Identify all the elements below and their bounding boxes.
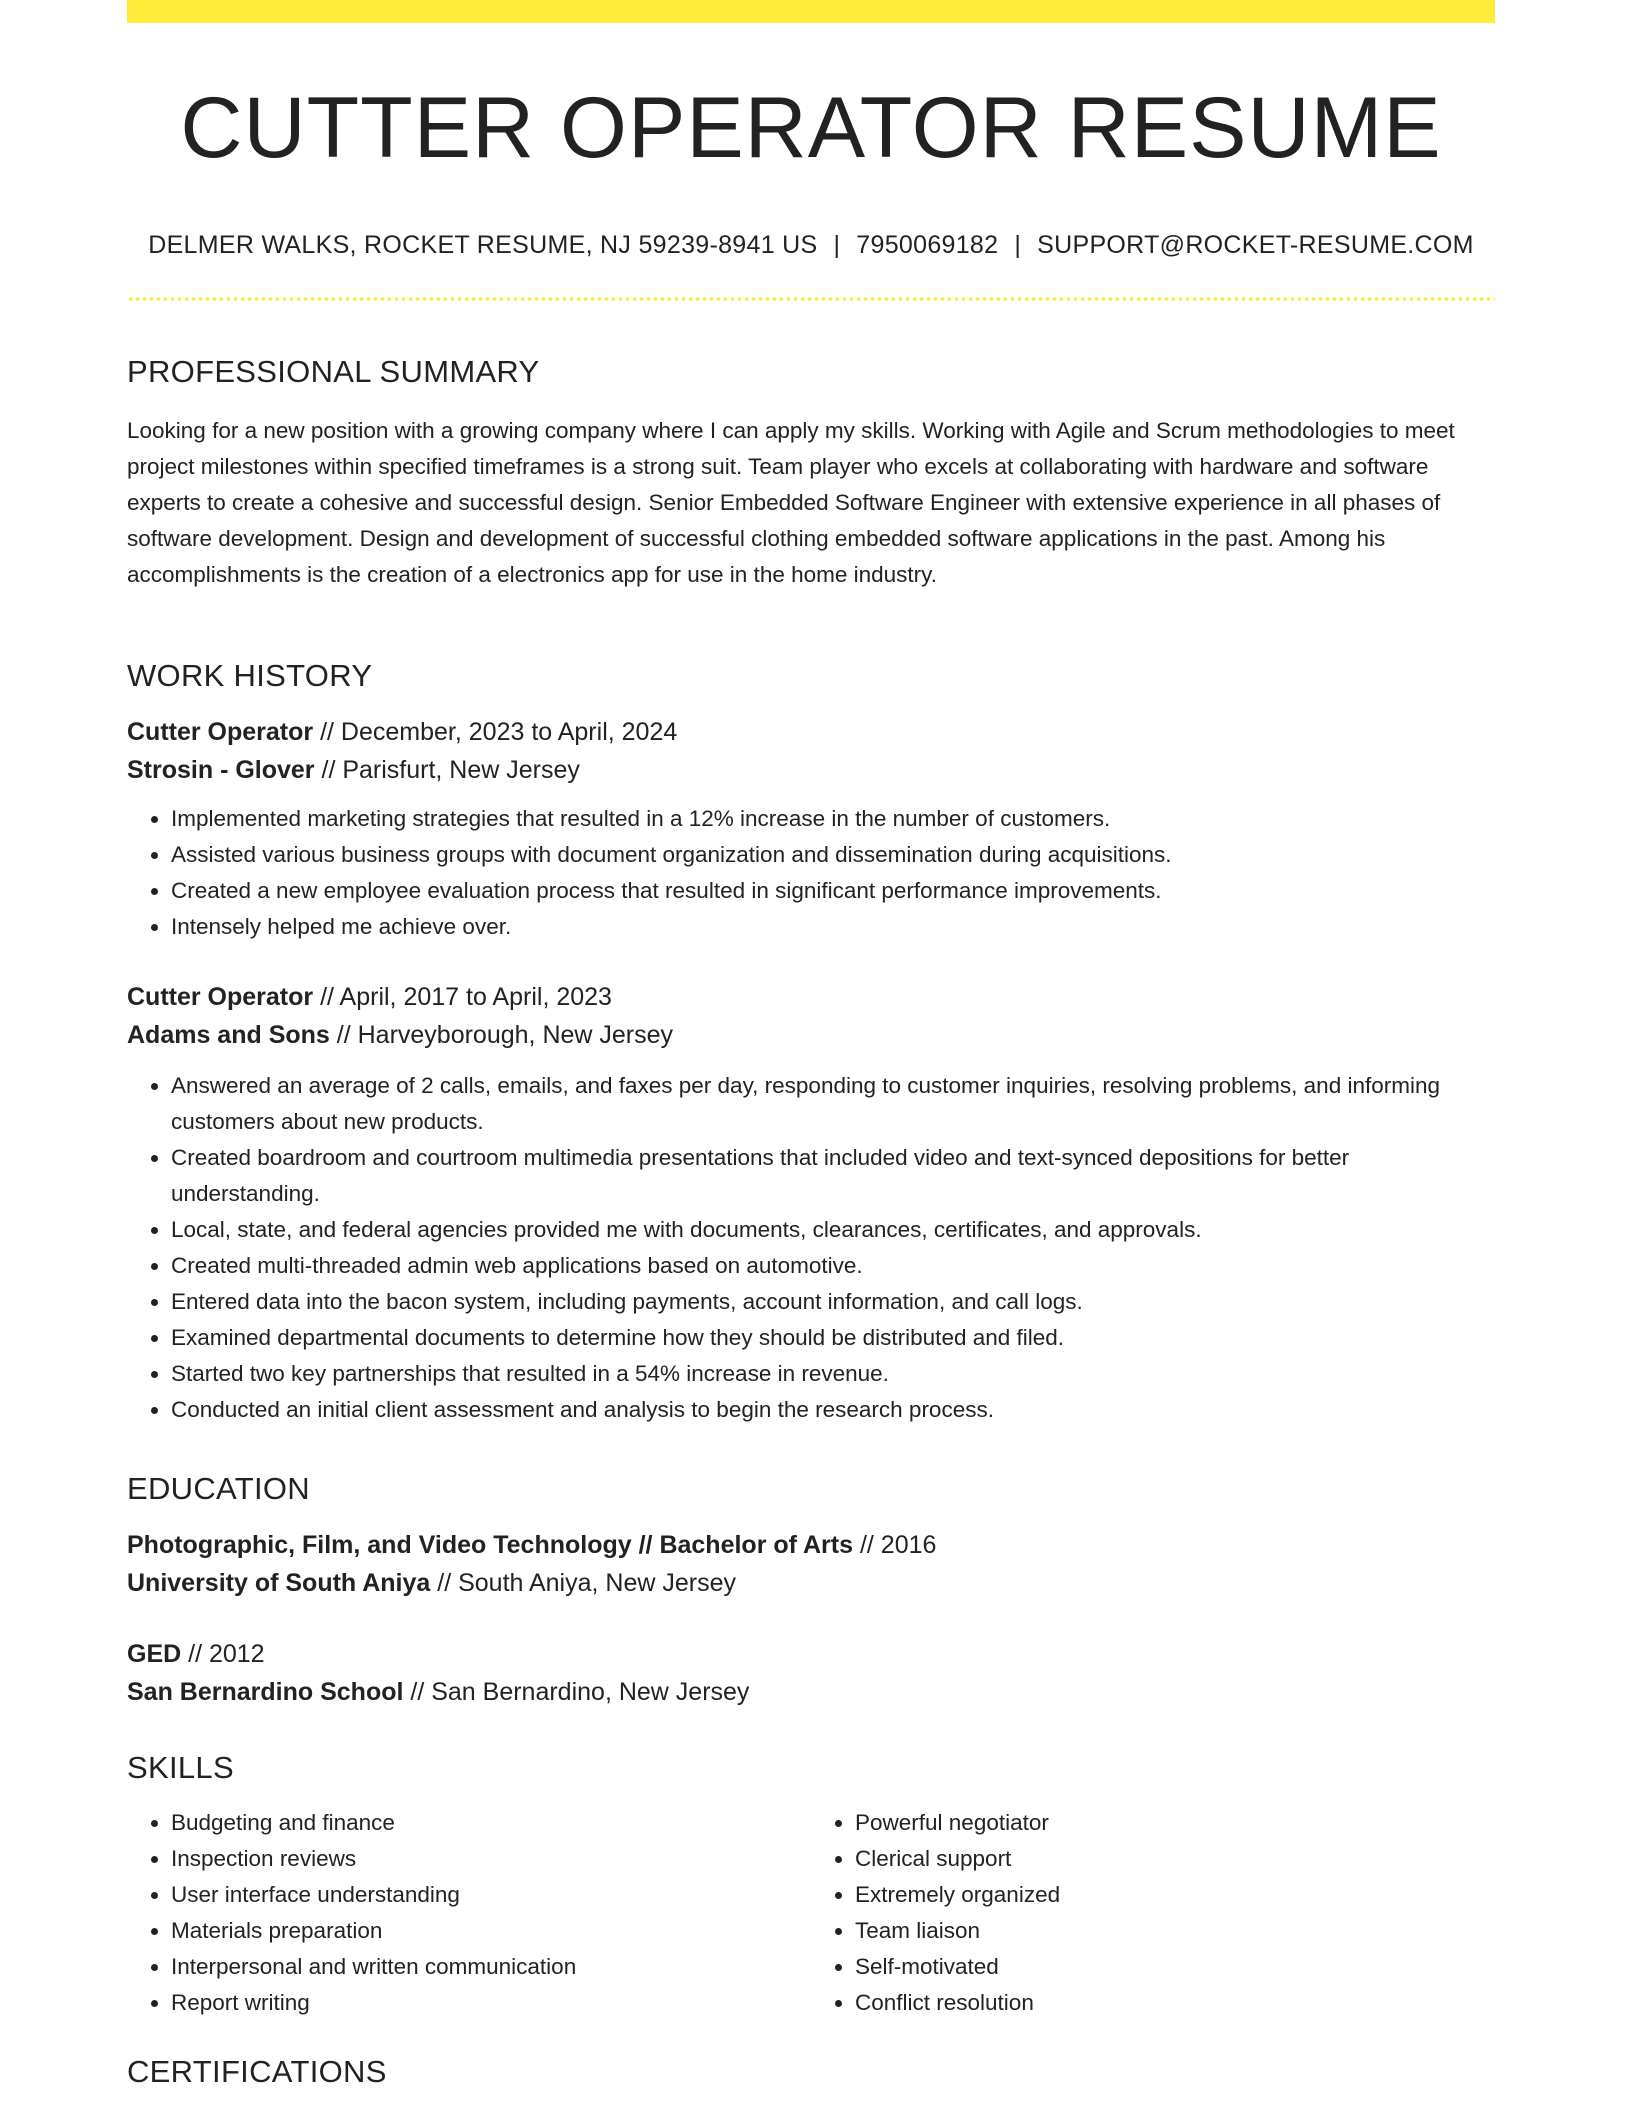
section-heading: EDUCATION (127, 1471, 310, 1506)
list-item: • Created boardroom and courtroom multimedia presentations that included video and text-synced depositions for better understanding. (171, 1140, 1495, 1212)
job-bullets (127, 801, 1495, 945)
resume-page (127, 0, 1495, 2089)
page-title: CUTTER OPERATOR RESUME (180, 80, 1442, 176)
list-item: • Assisted various business groups with document organization and dissemination during acquisitions. (171, 837, 1495, 873)
contact-email: SUPPORT@ROCKET-RESUME.COM (1037, 231, 1474, 259)
job-location: // Harveyborough, New Jersey (329, 1021, 674, 1049)
job-company: Strosin - Glover (127, 756, 315, 784)
professional-summary-section (127, 356, 1495, 593)
contact-separator: | (1014, 231, 1022, 259)
school-line (127, 1564, 1495, 1602)
graduation-year: // 2016 (853, 1531, 937, 1559)
job-title: Cutter Operator (127, 718, 314, 746)
skill-item: • Extremely organized (855, 1877, 1495, 1913)
summary-text: Looking for a new position with a growing company where I can apply my skills. Working with Agile and Scrum methodologies to meet project milestones within specified timeframes is a strong suit. Team player who excels at collaborating with hardware and software experts to create a cohesive and successful design. Senior Embedded Software Engineer with extensive experience in all phases of software development. Design and development of successful clothing embedded software applications in the past. Among his accomplishments is the creation of a electronics app for use in the home industry. (127, 418, 1455, 587)
job-location: // Parisfurt, New Jersey (314, 756, 580, 784)
section-heading: WORK HISTORY (127, 658, 373, 693)
skill-item: • User interface understanding (171, 1877, 811, 1913)
skill-item: • Budgeting and finance (171, 1805, 811, 1841)
contact-line (127, 231, 1495, 260)
job-entry (127, 713, 1495, 945)
education-section (127, 1473, 1495, 1711)
education-entry (127, 1526, 1495, 1602)
job-company-line (127, 751, 1495, 789)
list-item: • Implemented marketing strategies that resulted in a 12% increase in the number of customers. (171, 801, 1495, 837)
job-company: Adams and Sons (127, 1021, 330, 1049)
job-title-line (127, 713, 1495, 751)
list-item: • Started two key partnerships that resulted in a 54% increase in revenue. (171, 1356, 1495, 1392)
contact-separator: | (833, 231, 841, 259)
degree-line (127, 1635, 1495, 1673)
skills-columns (127, 1805, 1495, 2021)
job-dates: // December, 2023 to April, 2024 (313, 718, 678, 746)
certifications-section (127, 2056, 1495, 2087)
contact-phone: 7950069182 (856, 231, 999, 259)
job-title: Cutter Operator (127, 983, 314, 1011)
section-heading: SKILLS (127, 1750, 234, 1785)
work-history-section (127, 660, 1495, 1428)
skill-item: • Self-motivated (855, 1949, 1495, 1985)
degree: Photographic, Film, and Video Technology // Bachelor of Arts (127, 1531, 854, 1559)
graduation-year: // 2012 (181, 1640, 265, 1668)
skill-item: • Conflict resolution (855, 1985, 1495, 2021)
list-item: • Entered data into the bacon system, including payments, account information, and call logs. (171, 1284, 1495, 1320)
degree: GED (127, 1640, 182, 1668)
school-location: // South Aniya, New Jersey (430, 1569, 736, 1597)
job-entry (127, 978, 1495, 1428)
section-heading: PROFESSIONAL SUMMARY (127, 354, 540, 389)
skill-item: • Inspection reviews (171, 1841, 811, 1877)
list-item: • Conducted an initial client assessment and analysis to begin the research process. (171, 1392, 1495, 1428)
school-line (127, 1673, 1495, 1711)
skill-item: • Powerful negotiator (855, 1805, 1495, 1841)
skills-list-right (811, 1805, 1495, 2021)
list-item: • Local, state, and federal agencies provided me with documents, clearances, certificates, and approvals. (171, 1212, 1495, 1248)
skill-item: • Materials preparation (171, 1913, 811, 1949)
skills-section (127, 1752, 1495, 2021)
job-bullets (127, 1068, 1495, 1428)
job-company-line (127, 1016, 1495, 1054)
skill-item: • Clerical support (855, 1841, 1495, 1877)
section-heading: CERTIFICATIONS (127, 2054, 387, 2089)
list-item: • Created a new employee evaluation process that resulted in significant performance improvements. (171, 873, 1495, 909)
skills-list-left (127, 1805, 811, 2021)
school-location: // San Bernardino, New Jersey (403, 1678, 750, 1706)
degree-line (127, 1526, 1495, 1564)
dotted-divider (127, 297, 1495, 301)
school: University of South Aniya (127, 1569, 431, 1597)
skill-item: • Report writing (171, 1985, 811, 2021)
skill-item: • Team liaison (855, 1913, 1495, 1949)
list-item: • Intensely helped me achieve over. (171, 909, 1495, 945)
skill-item: • Interpersonal and written communication (171, 1949, 811, 1985)
list-item: • Answered an average of 2 calls, emails, and faxes per day, responding to customer inquiries, resolving problems, and informing customers about new products. (171, 1068, 1495, 1140)
accent-bar (127, 0, 1495, 23)
contact-address: DELMER WALKS, ROCKET RESUME, NJ 59239-8941 US (148, 231, 818, 259)
school: San Bernardino School (127, 1678, 404, 1706)
list-item: • Created multi-threaded admin web applications based on automotive. (171, 1248, 1495, 1284)
list-item: • Examined departmental documents to determine how they should be distributed and filed. (171, 1320, 1495, 1356)
job-title-line (127, 978, 1495, 1016)
job-dates: // April, 2017 to April, 2023 (313, 983, 612, 1011)
education-entry (127, 1635, 1495, 1711)
